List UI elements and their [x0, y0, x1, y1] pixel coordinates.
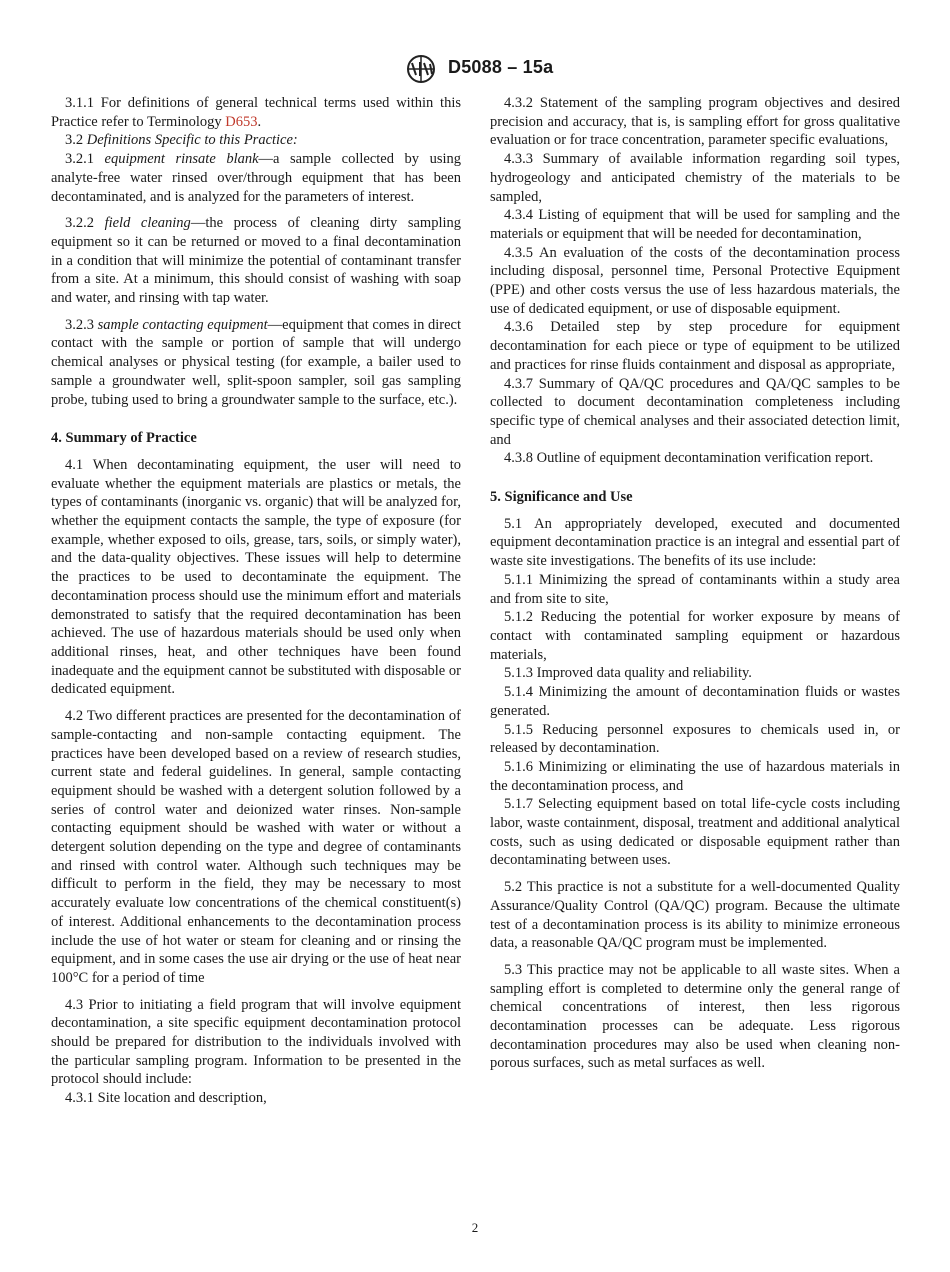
astm-logo-icon [404, 54, 438, 84]
para-5-1: 5.1 An appropriately developed, executed and documented equipment decontamination practice is an integral and essential part of waste site investigations. The benefits of its use include: [490, 515, 900, 570]
para-5-1-7: 5.1.7 Selecting equipment based on total life-cycle costs including labor, waste containment, disposal, treatment and additional analytical costs, such as using dedicated or disposable equipment rather than decontaminating between uses. [490, 796, 900, 869]
para-5-1-6: 5.1.6 Minimizing or eliminating the use of hazardous materials in the decontamination process, and [490, 758, 900, 794]
page-header [0, 52, 950, 86]
para-5-1-2: 5.1.2 Reducing the potential for worker exposure by means of contact with contaminated sampling equipment or hazardous materials, [490, 609, 900, 663]
para-3-2-3: 3.2.3 sample contacting equipment—equipment that comes in direct contact with the sample or portion of sample that will undergo chemical analyses or physical testing (for example, a bailer used to sample a groundwater well, split-spoon sampler, soil gas sampling probe, tubing used to bring a groundwater sample to the surface, etc.). [51, 316, 462, 408]
page-number: 2 [471, 1220, 479, 1235]
para-4-2: 4.2 Two different practices are presented for the decontamination of sample-contacting and non-sample contacting equipment. The practices have been developed based on a review of research studies, current state and federal guidelines. In general, sample contacting equipment should be washed with a detergent solution followed by a series of control water and deionized water rinses. Non-sample contacting equipment should be washed with water or without a detergent solution depending on the type and degree of contaminants and rinsed with control water. Although such techniques may be difficult to perform in the field, they may be necessary to most accurately evaluate low concentrations of the chemical constituent(s) of interest. Additional enhancements to the decontamination process include the use of hot water or steam for cleaning and or rinsing the equipment, and in some cases the use air drying or the use of heat near 100°C for a period of time [51, 708, 461, 986]
para-5-2: 5.2 This practice is not a substitute for a well-documented Quality Assurance/Quality Control (QA/QC) program. Because the ultimate test of a decontamination process is its ability to minimize erroneous data, a reasonable QA/QC program must be implemented. [490, 879, 900, 952]
section-5-heading: 5. Significance and Use [490, 489, 633, 506]
para-3-1-1: 3.1.1 For definitions of general technical terms used within this Practice refer to Terminology D653. [51, 95, 461, 130]
para-3-2-1: 3.2.1 equipment rinsate blank—a sample collected by using analyte-free water rinsed over/through equipment that has been decontaminated, and is analyzed for the parameters of interest. [51, 151, 461, 205]
para-4-1: 4.1 When decontaminating equipment, the user will need to evaluate whether the equipment materials are plastics or metals, the types of contaminants (inorganic vs. organic) that will be analyzed for, whether the equipment contacts the sample, the type of exposure (for example, whether exposed to oils, grease, tars, soils, or simply water), and the data-quality objectives. These issues will help to determine the practices to be used to decontaminate the equipment. The decontamination process should use the minimum effort and materials demonstrated to satisfy that the required decontamination has been achieved. The use of hazardous materials should be used only when additional rinses, heat, and other techniques have been found inadequate and the equipment cannot be substituted with disposable or dedicated equipment. [51, 456, 461, 698]
para-4-3: 4.3 Prior to initiating a field program that will involve equipment decontamination, a site specific equipment decontamination protocol should be prepared for distribution to the individuals involved with the particular sampling program. Information to be presented in the protocol should include: [51, 996, 461, 1088]
para-3-2: 3.2 Definitions Specific to this Practice: [65, 132, 298, 149]
para-4-3-6: 4.3.6 Detailed step by step procedure for equipment decontamination for each piece or type of equipment to be utilized and practices for rinse fluids containment and disposal as appropriate, [490, 319, 900, 373]
para-5-1-3: 5.1.3 Improved data quality and reliability. [504, 665, 752, 682]
para-4-3-5: 4.3.5 An evaluation of the costs of the decontamination process including disposal, personnel time, Personal Protective Equipment (PPE) and other costs versus the use of less hazardous materials, the use of dedicated equipment, or use of disposable equipment. [490, 244, 900, 317]
document-id: D5088 – 15a [448, 57, 554, 77]
para-4-3-1: 4.3.1 Site location and description, [65, 1090, 267, 1107]
terminology-link[interactable]: D653 [225, 113, 258, 130]
left-column [51, 94, 461, 1108]
para-4-3-7: 4.3.7 Summary of QA/QC procedures and QA/QC samples to be collected to document decontamination completeness including specific type of chemical analyses and their associated detection limit, and [490, 375, 900, 448]
para-5-1-4: 5.1.4 Minimizing the amount of decontamination fluids or wastes generated. [490, 684, 900, 719]
para-3-2-2: 3.2.2 field cleaning—the process of cleaning dirty sampling equipment so it can be returned or moved to a final decontamination in a condition that will minimize the potential of contaminant transfer from a site. At a minimum, this should consist of washing with soap and water, and rinsing with tap water. [51, 215, 462, 307]
para-4-3-2: 4.3.2 Statement of the sampling program objectives and desired precision and accuracy, that is, is sampling effort for gross qualitative evaluation or for trace concentration, parameter specific evaluations, [490, 95, 900, 149]
para-5-3: 5.3 This practice may not be applicable to all waste sites. When a sampling effort is completed to determine only the general range of chemical concentrations of interest, then less rigorous decontamination processes can be adequate. Less rigorous decontamination procedures may also be used when cleaning non-porous surfaces, such as metal surfaces as well. [490, 961, 900, 1072]
para-4-3-8: 4.3.8 Outline of equipment decontamination verification report. [504, 450, 874, 467]
right-column [490, 94, 900, 1073]
para-5-1-5: 5.1.5 Reducing personnel exposures to chemicals used in, or released by decontamination. [490, 721, 900, 757]
para-4-3-4: 4.3.4 Listing of equipment that will be used for sampling and the materials or equipment that will be needed for decontamination, [490, 207, 900, 242]
para-5-1-1: 5.1.1 Minimizing the spread of contaminants within a study area and from site to site, [490, 571, 900, 607]
para-4-3-3: 4.3.3 Summary of available information regarding soil types, hydrogeology and anticipated chemistry of the materials to be sampled, [490, 151, 900, 205]
section-4-heading: 4. Summary of Practice [51, 430, 197, 447]
